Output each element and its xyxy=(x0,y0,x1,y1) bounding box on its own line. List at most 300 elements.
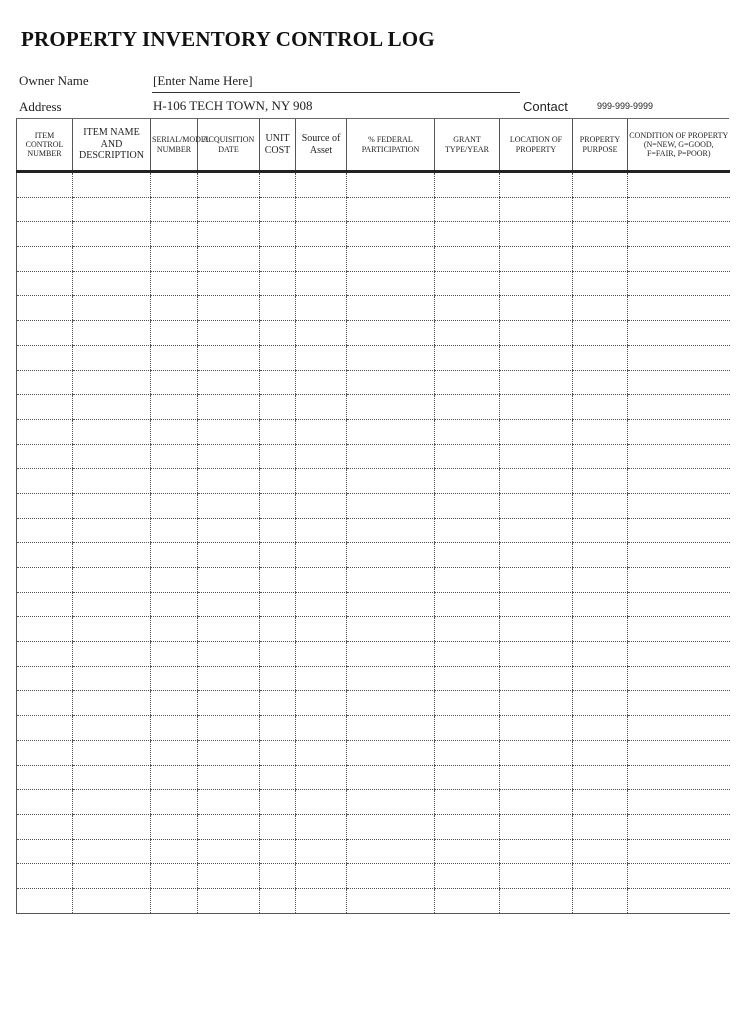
table-cell[interactable] xyxy=(500,222,573,247)
table-cell[interactable] xyxy=(198,370,260,395)
table-cell[interactable] xyxy=(500,518,573,543)
table-cell[interactable] xyxy=(198,716,260,741)
table-cell[interactable] xyxy=(17,740,73,765)
table-cell[interactable] xyxy=(260,419,296,444)
table-cell[interactable] xyxy=(573,321,628,346)
table-cell[interactable] xyxy=(73,493,151,518)
table-cell[interactable] xyxy=(17,172,73,198)
table-cell[interactable] xyxy=(17,568,73,593)
table-cell[interactable] xyxy=(198,222,260,247)
table-cell[interactable] xyxy=(151,395,198,420)
table-cell[interactable] xyxy=(628,197,730,222)
table-cell[interactable] xyxy=(573,222,628,247)
table-cell[interactable] xyxy=(347,691,435,716)
table-cell[interactable] xyxy=(73,197,151,222)
table-cell[interactable] xyxy=(435,740,500,765)
table-cell[interactable] xyxy=(628,172,730,198)
table-cell[interactable] xyxy=(151,543,198,568)
table-cell[interactable] xyxy=(628,592,730,617)
table-cell[interactable] xyxy=(260,247,296,272)
table-cell[interactable] xyxy=(151,296,198,321)
table-cell[interactable] xyxy=(573,888,628,913)
table-cell[interactable] xyxy=(198,839,260,864)
table-cell[interactable] xyxy=(628,716,730,741)
table-cell[interactable] xyxy=(435,765,500,790)
table-cell[interactable] xyxy=(151,888,198,913)
table-cell[interactable] xyxy=(260,271,296,296)
table-cell[interactable] xyxy=(17,370,73,395)
table-cell[interactable] xyxy=(73,888,151,913)
table-cell[interactable] xyxy=(296,888,347,913)
table-cell[interactable] xyxy=(347,740,435,765)
table-cell[interactable] xyxy=(198,321,260,346)
table-cell[interactable] xyxy=(296,543,347,568)
table-cell[interactable] xyxy=(500,345,573,370)
table-cell[interactable] xyxy=(347,592,435,617)
table-cell[interactable] xyxy=(500,271,573,296)
table-cell[interactable] xyxy=(73,370,151,395)
table-cell[interactable] xyxy=(500,864,573,889)
table-cell[interactable] xyxy=(628,888,730,913)
table-cell[interactable] xyxy=(573,197,628,222)
table-cell[interactable] xyxy=(347,543,435,568)
table-cell[interactable] xyxy=(347,247,435,272)
table-cell[interactable] xyxy=(151,568,198,593)
table-cell[interactable] xyxy=(435,839,500,864)
table-cell[interactable] xyxy=(296,691,347,716)
table-cell[interactable] xyxy=(500,691,573,716)
table-cell[interactable] xyxy=(151,222,198,247)
table-cell[interactable] xyxy=(435,296,500,321)
table-cell[interactable] xyxy=(260,345,296,370)
table-cell[interactable] xyxy=(435,395,500,420)
table-cell[interactable] xyxy=(573,518,628,543)
table-cell[interactable] xyxy=(260,765,296,790)
table-cell[interactable] xyxy=(500,740,573,765)
table-cell[interactable] xyxy=(628,642,730,667)
table-cell[interactable] xyxy=(500,543,573,568)
table-cell[interactable] xyxy=(628,691,730,716)
table-cell[interactable] xyxy=(17,518,73,543)
table-cell[interactable] xyxy=(73,469,151,494)
table-cell[interactable] xyxy=(73,321,151,346)
table-cell[interactable] xyxy=(435,493,500,518)
table-cell[interactable] xyxy=(73,666,151,691)
table-cell[interactable] xyxy=(435,617,500,642)
table-cell[interactable] xyxy=(435,172,500,198)
table-cell[interactable] xyxy=(73,691,151,716)
table-cell[interactable] xyxy=(73,543,151,568)
table-cell[interactable] xyxy=(73,716,151,741)
table-cell[interactable] xyxy=(260,469,296,494)
table-cell[interactable] xyxy=(347,419,435,444)
table-cell[interactable] xyxy=(628,296,730,321)
table-cell[interactable] xyxy=(347,296,435,321)
table-cell[interactable] xyxy=(573,666,628,691)
table-cell[interactable] xyxy=(73,839,151,864)
table-cell[interactable] xyxy=(73,518,151,543)
table-cell[interactable] xyxy=(260,642,296,667)
table-cell[interactable] xyxy=(296,395,347,420)
table-cell[interactable] xyxy=(198,271,260,296)
table-cell[interactable] xyxy=(73,172,151,198)
table-cell[interactable] xyxy=(17,543,73,568)
table-cell[interactable] xyxy=(435,568,500,593)
table-cell[interactable] xyxy=(296,345,347,370)
table-cell[interactable] xyxy=(347,642,435,667)
table-cell[interactable] xyxy=(151,493,198,518)
table-cell[interactable] xyxy=(500,247,573,272)
table-cell[interactable] xyxy=(500,666,573,691)
table-cell[interactable] xyxy=(198,790,260,815)
table-cell[interactable] xyxy=(573,419,628,444)
table-cell[interactable] xyxy=(347,469,435,494)
table-cell[interactable] xyxy=(628,370,730,395)
table-cell[interactable] xyxy=(500,444,573,469)
table-cell[interactable] xyxy=(151,419,198,444)
table-cell[interactable] xyxy=(260,864,296,889)
table-cell[interactable] xyxy=(296,617,347,642)
table-cell[interactable] xyxy=(73,247,151,272)
table-cell[interactable] xyxy=(260,716,296,741)
table-cell[interactable] xyxy=(296,197,347,222)
table-cell[interactable] xyxy=(573,765,628,790)
table-cell[interactable] xyxy=(198,444,260,469)
table-cell[interactable] xyxy=(573,617,628,642)
table-cell[interactable] xyxy=(573,444,628,469)
table-cell[interactable] xyxy=(73,444,151,469)
table-cell[interactable] xyxy=(500,888,573,913)
table-cell[interactable] xyxy=(17,716,73,741)
table-cell[interactable] xyxy=(435,666,500,691)
table-cell[interactable] xyxy=(500,172,573,198)
table-cell[interactable] xyxy=(17,444,73,469)
table-cell[interactable] xyxy=(17,814,73,839)
table-cell[interactable] xyxy=(573,839,628,864)
table-cell[interactable] xyxy=(296,518,347,543)
table-cell[interactable] xyxy=(198,617,260,642)
table-cell[interactable] xyxy=(17,790,73,815)
table-cell[interactable] xyxy=(628,469,730,494)
table-cell[interactable] xyxy=(73,395,151,420)
table-cell[interactable] xyxy=(73,765,151,790)
table-cell[interactable] xyxy=(260,839,296,864)
table-cell[interactable] xyxy=(260,370,296,395)
table-cell[interactable] xyxy=(198,296,260,321)
table-cell[interactable] xyxy=(435,518,500,543)
table-cell[interactable] xyxy=(573,691,628,716)
table-cell[interactable] xyxy=(500,395,573,420)
table-cell[interactable] xyxy=(435,790,500,815)
table-cell[interactable] xyxy=(151,740,198,765)
table-cell[interactable] xyxy=(435,469,500,494)
table-cell[interactable] xyxy=(435,321,500,346)
table-cell[interactable] xyxy=(73,814,151,839)
table-cell[interactable] xyxy=(347,222,435,247)
table-cell[interactable] xyxy=(17,642,73,667)
table-cell[interactable] xyxy=(73,271,151,296)
table-cell[interactable] xyxy=(628,765,730,790)
table-cell[interactable] xyxy=(573,345,628,370)
table-cell[interactable] xyxy=(573,247,628,272)
table-cell[interactable] xyxy=(628,617,730,642)
table-cell[interactable] xyxy=(628,271,730,296)
table-cell[interactable] xyxy=(260,172,296,198)
table-cell[interactable] xyxy=(151,247,198,272)
table-cell[interactable] xyxy=(151,839,198,864)
table-cell[interactable] xyxy=(347,172,435,198)
table-cell[interactable] xyxy=(198,419,260,444)
table-cell[interactable] xyxy=(347,345,435,370)
table-cell[interactable] xyxy=(296,864,347,889)
table-cell[interactable] xyxy=(151,592,198,617)
table-cell[interactable] xyxy=(296,740,347,765)
table-cell[interactable] xyxy=(198,642,260,667)
table-cell[interactable] xyxy=(628,839,730,864)
table-cell[interactable] xyxy=(347,370,435,395)
table-cell[interactable] xyxy=(151,518,198,543)
table-cell[interactable] xyxy=(500,617,573,642)
table-cell[interactable] xyxy=(573,864,628,889)
table-cell[interactable] xyxy=(573,543,628,568)
table-cell[interactable] xyxy=(260,518,296,543)
table-cell[interactable] xyxy=(573,592,628,617)
table-cell[interactable] xyxy=(73,864,151,889)
table-cell[interactable] xyxy=(260,592,296,617)
table-cell[interactable] xyxy=(198,247,260,272)
table-cell[interactable] xyxy=(198,172,260,198)
table-cell[interactable] xyxy=(151,172,198,198)
table-cell[interactable] xyxy=(573,493,628,518)
table-cell[interactable] xyxy=(347,790,435,815)
table-cell[interactable] xyxy=(435,197,500,222)
table-cell[interactable] xyxy=(573,469,628,494)
table-cell[interactable] xyxy=(573,642,628,667)
table-cell[interactable] xyxy=(17,296,73,321)
table-cell[interactable] xyxy=(347,493,435,518)
table-cell[interactable] xyxy=(198,395,260,420)
table-cell[interactable] xyxy=(73,642,151,667)
table-cell[interactable] xyxy=(198,666,260,691)
table-cell[interactable] xyxy=(628,493,730,518)
table-cell[interactable] xyxy=(198,469,260,494)
table-cell[interactable] xyxy=(296,247,347,272)
table-cell[interactable] xyxy=(198,765,260,790)
table-cell[interactable] xyxy=(260,197,296,222)
table-cell[interactable] xyxy=(435,370,500,395)
table-cell[interactable] xyxy=(17,419,73,444)
table-cell[interactable] xyxy=(296,469,347,494)
table-cell[interactable] xyxy=(296,642,347,667)
table-cell[interactable] xyxy=(198,493,260,518)
table-cell[interactable] xyxy=(347,716,435,741)
table-cell[interactable] xyxy=(628,740,730,765)
table-cell[interactable] xyxy=(17,197,73,222)
table-cell[interactable] xyxy=(347,888,435,913)
table-cell[interactable] xyxy=(198,740,260,765)
table-cell[interactable] xyxy=(573,172,628,198)
table-cell[interactable] xyxy=(198,518,260,543)
table-cell[interactable] xyxy=(260,691,296,716)
table-cell[interactable] xyxy=(628,419,730,444)
table-cell[interactable] xyxy=(296,765,347,790)
table-cell[interactable] xyxy=(500,197,573,222)
table-cell[interactable] xyxy=(260,568,296,593)
table-cell[interactable] xyxy=(628,518,730,543)
table-cell[interactable] xyxy=(17,345,73,370)
table-cell[interactable] xyxy=(296,222,347,247)
table-cell[interactable] xyxy=(347,839,435,864)
table-cell[interactable] xyxy=(628,345,730,370)
table-cell[interactable] xyxy=(296,839,347,864)
table-cell[interactable] xyxy=(500,370,573,395)
table-cell[interactable] xyxy=(260,666,296,691)
table-cell[interactable] xyxy=(151,370,198,395)
table-cell[interactable] xyxy=(296,790,347,815)
table-cell[interactable] xyxy=(17,864,73,889)
table-cell[interactable] xyxy=(73,568,151,593)
table-cell[interactable] xyxy=(17,247,73,272)
table-cell[interactable] xyxy=(260,814,296,839)
table-cell[interactable] xyxy=(17,271,73,296)
table-cell[interactable] xyxy=(260,222,296,247)
table-cell[interactable] xyxy=(198,864,260,889)
table-cell[interactable] xyxy=(151,790,198,815)
table-cell[interactable] xyxy=(260,617,296,642)
table-cell[interactable] xyxy=(500,592,573,617)
table-cell[interactable] xyxy=(198,543,260,568)
table-cell[interactable] xyxy=(500,839,573,864)
table-cell[interactable] xyxy=(573,790,628,815)
table-cell[interactable] xyxy=(296,370,347,395)
table-cell[interactable] xyxy=(500,790,573,815)
table-cell[interactable] xyxy=(435,543,500,568)
table-cell[interactable] xyxy=(573,395,628,420)
table-cell[interactable] xyxy=(435,592,500,617)
table-cell[interactable] xyxy=(296,814,347,839)
table-cell[interactable] xyxy=(628,666,730,691)
table-cell[interactable] xyxy=(260,296,296,321)
table-cell[interactable] xyxy=(573,296,628,321)
table-cell[interactable] xyxy=(198,345,260,370)
table-cell[interactable] xyxy=(573,568,628,593)
table-cell[interactable] xyxy=(347,444,435,469)
table-cell[interactable] xyxy=(347,814,435,839)
table-cell[interactable] xyxy=(198,568,260,593)
table-cell[interactable] xyxy=(17,691,73,716)
table-cell[interactable] xyxy=(198,197,260,222)
table-cell[interactable] xyxy=(435,716,500,741)
table-cell[interactable] xyxy=(628,247,730,272)
table-cell[interactable] xyxy=(628,444,730,469)
table-cell[interactable] xyxy=(260,888,296,913)
table-cell[interactable] xyxy=(73,617,151,642)
table-cell[interactable] xyxy=(151,197,198,222)
table-cell[interactable] xyxy=(260,740,296,765)
table-cell[interactable] xyxy=(151,814,198,839)
table-cell[interactable] xyxy=(151,716,198,741)
table-cell[interactable] xyxy=(151,666,198,691)
table-cell[interactable] xyxy=(573,716,628,741)
table-cell[interactable] xyxy=(347,666,435,691)
owner-name-field[interactable]: [Enter Name Here] xyxy=(153,73,253,88)
table-cell[interactable] xyxy=(347,617,435,642)
table-cell[interactable] xyxy=(500,493,573,518)
table-cell[interactable] xyxy=(260,321,296,346)
table-cell[interactable] xyxy=(347,395,435,420)
table-cell[interactable] xyxy=(628,864,730,889)
table-cell[interactable] xyxy=(17,395,73,420)
table-cell[interactable] xyxy=(296,666,347,691)
table-cell[interactable] xyxy=(296,321,347,346)
table-cell[interactable] xyxy=(17,888,73,913)
table-cell[interactable] xyxy=(296,296,347,321)
table-cell[interactable] xyxy=(573,740,628,765)
table-cell[interactable] xyxy=(17,469,73,494)
table-cell[interactable] xyxy=(198,592,260,617)
table-cell[interactable] xyxy=(151,642,198,667)
table-cell[interactable] xyxy=(17,321,73,346)
table-cell[interactable] xyxy=(347,197,435,222)
table-cell[interactable] xyxy=(296,568,347,593)
table-cell[interactable] xyxy=(17,839,73,864)
table-cell[interactable] xyxy=(260,395,296,420)
table-cell[interactable] xyxy=(628,222,730,247)
table-cell[interactable] xyxy=(500,469,573,494)
table-cell[interactable] xyxy=(260,790,296,815)
table-cell[interactable] xyxy=(151,321,198,346)
table-cell[interactable] xyxy=(73,790,151,815)
table-cell[interactable] xyxy=(500,642,573,667)
table-cell[interactable] xyxy=(500,296,573,321)
table-cell[interactable] xyxy=(73,592,151,617)
table-cell[interactable] xyxy=(435,444,500,469)
table-cell[interactable] xyxy=(73,419,151,444)
table-cell[interactable] xyxy=(73,296,151,321)
table-cell[interactable] xyxy=(628,568,730,593)
table-cell[interactable] xyxy=(435,864,500,889)
table-cell[interactable] xyxy=(347,765,435,790)
table-cell[interactable] xyxy=(260,444,296,469)
table-cell[interactable] xyxy=(17,765,73,790)
contact-field[interactable]: 999-999-9999 xyxy=(597,101,654,111)
table-cell[interactable] xyxy=(151,765,198,790)
table-cell[interactable] xyxy=(17,493,73,518)
table-cell[interactable] xyxy=(151,444,198,469)
table-cell[interactable] xyxy=(73,222,151,247)
table-cell[interactable] xyxy=(573,814,628,839)
table-cell[interactable] xyxy=(435,642,500,667)
table-cell[interactable] xyxy=(151,864,198,889)
table-cell[interactable] xyxy=(151,271,198,296)
table-cell[interactable] xyxy=(435,222,500,247)
table-cell[interactable] xyxy=(347,271,435,296)
table-cell[interactable] xyxy=(500,765,573,790)
table-cell[interactable] xyxy=(347,568,435,593)
table-cell[interactable] xyxy=(435,691,500,716)
table-cell[interactable] xyxy=(198,691,260,716)
table-cell[interactable] xyxy=(628,814,730,839)
table-cell[interactable] xyxy=(347,518,435,543)
table-cell[interactable] xyxy=(435,247,500,272)
table-cell[interactable] xyxy=(73,740,151,765)
table-cell[interactable] xyxy=(17,592,73,617)
table-cell[interactable] xyxy=(151,345,198,370)
table-cell[interactable] xyxy=(296,716,347,741)
table-cell[interactable] xyxy=(628,543,730,568)
table-cell[interactable] xyxy=(17,222,73,247)
table-cell[interactable] xyxy=(347,864,435,889)
